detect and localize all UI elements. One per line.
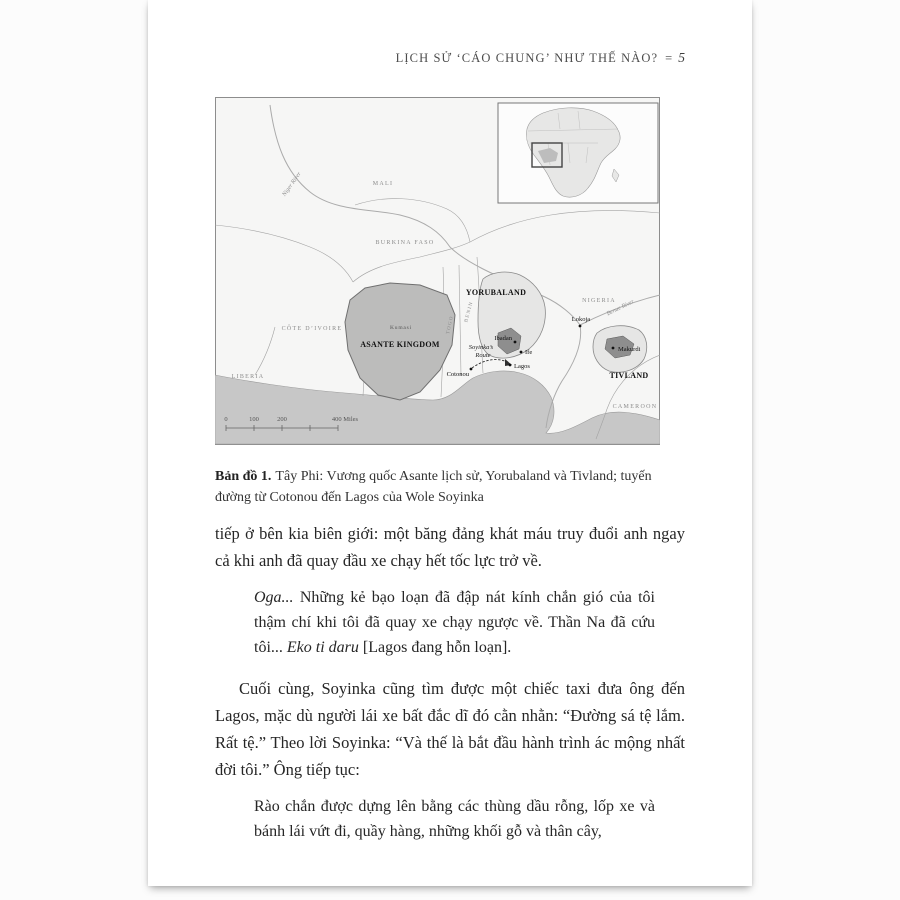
mali-label: MALI — [372, 181, 394, 187]
paragraph-2: Cuối cùng, Soyinka cũng tìm được một chiếc taxi đưa ông đến Lagos, mặc dù người lái xe bất đắc dĩ đó cằn nhằn: “Đường sá tệ lắm. Rất tệ.” Theo lời Soyinka: “Và thế là bắt đầu hành trình ác mộng nhất đời tôi.” Ông tiếp tục: — [215, 679, 685, 779]
ife-dot — [520, 351, 523, 354]
cote-divoire-label: CÔTE D’IVOIRE — [281, 326, 343, 332]
map-figure — [215, 97, 660, 445]
inset-map — [498, 103, 658, 203]
route-label-line1: Soyinka’s — [468, 344, 494, 351]
kumasi-label: Kumasi — [390, 325, 412, 331]
scale-400-miles: 400 Miles — [331, 416, 359, 423]
togo-label: TOGO — [446, 315, 455, 335]
blockquote-2: Rào chắn được dựng lên bằng các thùng dầu rỗng, lốp xe và bánh lái vứt đi, quầy hàng, những khối gỗ và thân cây, — [254, 798, 655, 840]
makurdi-dot — [612, 347, 615, 350]
cotonou-label: Cotonou — [446, 371, 469, 378]
lagos-label: Lagos — [514, 363, 530, 370]
nigeria-label: NIGERIA — [582, 298, 616, 304]
route-label-line2: Route — [475, 352, 491, 359]
map-caption — [215, 466, 687, 508]
map-caption-label: Bản đồ 1. — [215, 469, 272, 484]
ibadan-label: Ibadan — [494, 335, 512, 342]
asante-kingdom-label: ASANTE KINGDOM — [360, 340, 440, 349]
cotonou-dot — [470, 368, 473, 371]
paragraph-1: tiếp ở bên kia biên giới: một băng đảng khát máu truy đuổi anh ngay cả khi anh đã quay đầu xe chạy hết tốc lực trở về. — [215, 524, 685, 570]
ibadan-dot — [514, 341, 517, 344]
lokoja-dot — [579, 325, 582, 328]
body-text — [215, 520, 685, 859]
ife-label: Ife — [525, 349, 533, 356]
quote1-italic-oga: Oga... — [254, 589, 294, 606]
blockquote-1 — [254, 585, 655, 660]
scale-100: 100 — [249, 416, 259, 423]
map-caption-text: Tây Phi: Vương quốc Asante lịch sử, Yorubaland và Tivland; tuyến đường từ Cotonou đến Lagos của Wole Soyinka — [215, 469, 652, 505]
benue-river-label: Benue River — [605, 298, 636, 318]
benin-label: BENIN — [464, 300, 475, 324]
liberia-label: LIBERIA — [231, 374, 265, 380]
west-africa-map — [215, 97, 660, 445]
cameroon-label: CAMEROON — [612, 404, 658, 410]
tivland-label: TIVLAND — [609, 371, 649, 380]
header-separator: = — [665, 51, 673, 65]
scale-200: 200 — [277, 416, 287, 423]
page-number: 5 — [678, 50, 685, 65]
running-head — [215, 50, 685, 66]
quote1-text-2: [Lagos đang hỗn loạn]. — [358, 639, 512, 656]
running-title: LỊCH SỬ ‘CÁO CHUNG’ NHƯ THẾ NÀO? — [395, 51, 659, 65]
makurdi-label: Makurdi — [618, 346, 641, 353]
book-page — [148, 0, 752, 886]
niger-river-label: Niger River — [281, 171, 303, 198]
quote1-italic-eko: Eko ti daru — [286, 639, 359, 656]
lagos-dot — [509, 364, 512, 367]
yorubaland-label: YORUBALAND — [465, 288, 527, 297]
lokoja-label: Lokoja — [571, 316, 591, 323]
scale-0: 0 — [224, 416, 228, 423]
quote1-text-1: Những kẻ bạo loạn đã đập nát kính chắn gió của tôi thậm chí khi tôi đã quay xe chạy ngược về. Thần Na đã cứu tôi... — [254, 589, 655, 656]
burkina-faso-label: BURKINA FASO — [375, 240, 435, 246]
